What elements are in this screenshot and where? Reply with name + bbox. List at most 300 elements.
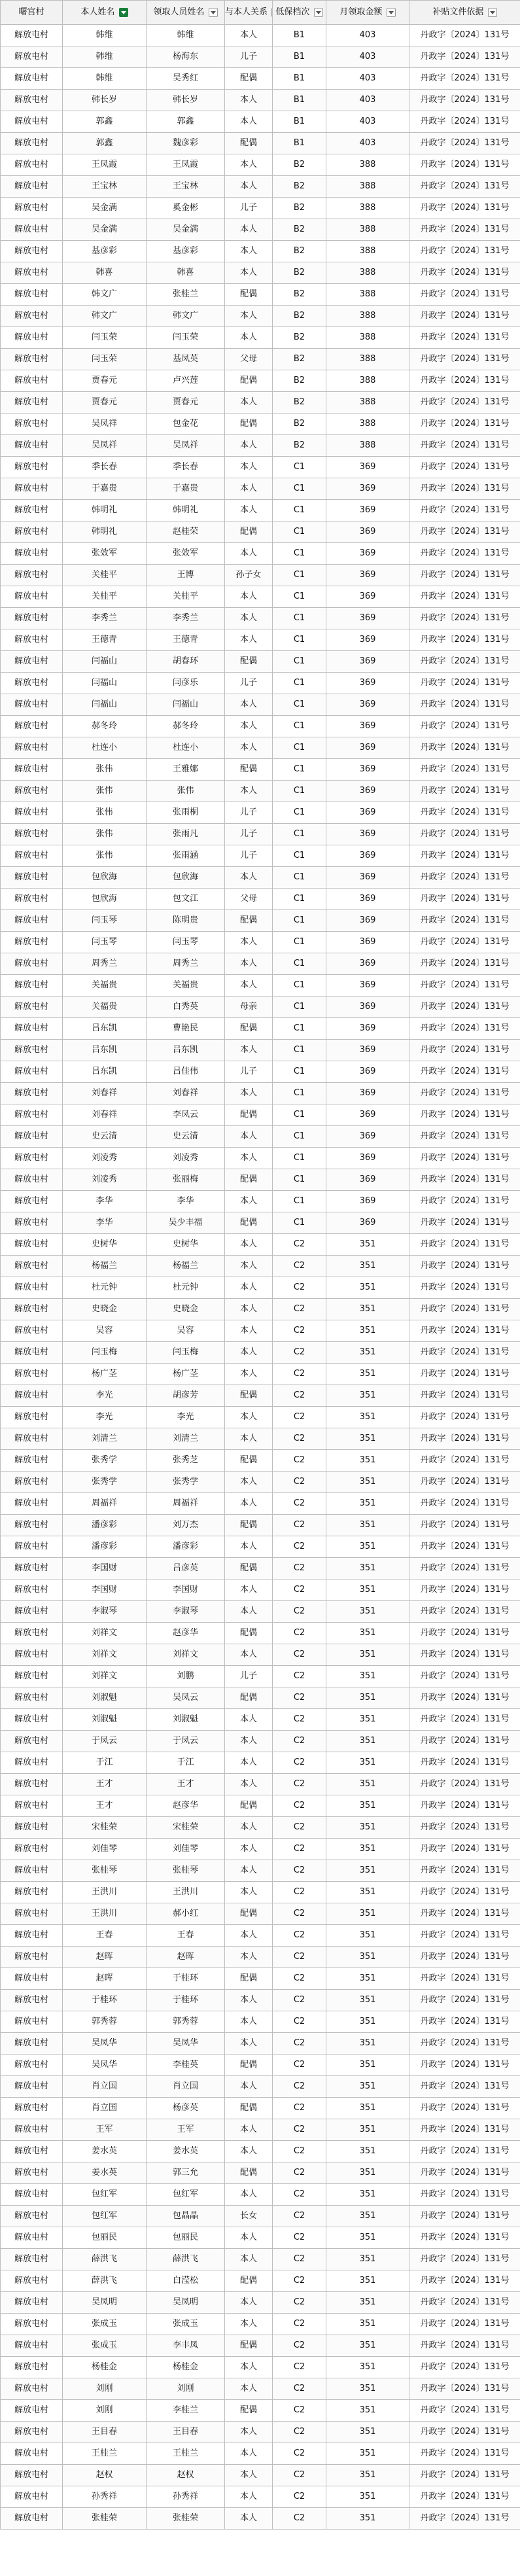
- doc-cell[interactable]: 丹政字〔2024〕131号: [409, 651, 520, 673]
- table-row[interactable]: [1, 1709, 520, 1731]
- doc-cell[interactable]: 丹政字〔2024〕131号: [409, 1774, 520, 1795]
- relation-cell[interactable]: 配偶: [225, 68, 273, 90]
- table-row[interactable]: [1, 1558, 520, 1579]
- table-row[interactable]: [1, 1083, 520, 1104]
- doc-cell[interactable]: 丹政字〔2024〕131号: [409, 1148, 520, 1169]
- doc-cell[interactable]: 丹政字〔2024〕131号: [409, 1968, 520, 1990]
- village-cell[interactable]: 解放屯村: [1, 1256, 63, 1277]
- doc-cell[interactable]: 丹政字〔2024〕131号: [409, 1212, 520, 1234]
- recipient-cell[interactable]: 张成玉: [147, 2314, 225, 2335]
- level-cell[interactable]: B1: [273, 133, 326, 154]
- table-row[interactable]: [1, 327, 520, 349]
- relation-cell[interactable]: 本人: [225, 1299, 273, 1320]
- level-cell[interactable]: C2: [273, 1320, 326, 1342]
- table-row[interactable]: [1, 90, 520, 111]
- level-cell[interactable]: B2: [273, 262, 326, 284]
- relation-cell[interactable]: 父母: [225, 349, 273, 370]
- village-cell[interactable]: 解放屯村: [1, 694, 63, 716]
- amount-cell[interactable]: 369: [326, 932, 409, 953]
- name-cell[interactable]: 杜连小: [63, 737, 147, 759]
- village-cell[interactable]: 解放屯村: [1, 154, 63, 176]
- amount-cell[interactable]: 369: [326, 629, 409, 651]
- village-cell[interactable]: 解放屯村: [1, 1795, 63, 1817]
- amount-cell[interactable]: 351: [326, 2465, 409, 2486]
- recipient-cell[interactable]: 孙秀祥: [147, 2486, 225, 2508]
- doc-cell[interactable]: 丹政字〔2024〕131号: [409, 219, 520, 241]
- table-row[interactable]: [1, 2314, 520, 2335]
- amount-cell[interactable]: 351: [326, 2508, 409, 2530]
- doc-cell[interactable]: 丹政字〔2024〕131号: [409, 824, 520, 845]
- village-cell[interactable]: 解放屯村: [1, 2292, 63, 2314]
- relation-cell[interactable]: 本人: [225, 306, 273, 327]
- level-cell[interactable]: C2: [273, 1990, 326, 2011]
- relation-cell[interactable]: 配偶: [225, 284, 273, 306]
- village-cell[interactable]: 解放屯村: [1, 1925, 63, 1947]
- relation-cell[interactable]: 本人: [225, 1148, 273, 1169]
- amount-cell[interactable]: 351: [326, 2098, 409, 2119]
- name-cell[interactable]: 闫福山: [63, 651, 147, 673]
- doc-cell[interactable]: 丹政字〔2024〕131号: [409, 2249, 520, 2270]
- recipient-cell[interactable]: 赵晖: [147, 1947, 225, 1968]
- doc-cell[interactable]: 丹政字〔2024〕131号: [409, 414, 520, 435]
- recipient-cell[interactable]: 刘刚: [147, 2378, 225, 2400]
- level-cell[interactable]: C1: [273, 781, 326, 802]
- amount-cell[interactable]: 351: [326, 1925, 409, 1947]
- level-cell[interactable]: C2: [273, 2465, 326, 2486]
- amount-cell[interactable]: 403: [326, 111, 409, 133]
- table-row[interactable]: [1, 1990, 520, 2011]
- name-cell[interactable]: 周秀兰: [63, 953, 147, 975]
- amount-cell[interactable]: 351: [326, 1601, 409, 1623]
- level-cell[interactable]: C2: [273, 2378, 326, 2400]
- village-cell[interactable]: 解放屯村: [1, 2508, 63, 2530]
- doc-cell[interactable]: 丹政字〔2024〕131号: [409, 1320, 520, 1342]
- amount-cell[interactable]: 369: [326, 608, 409, 629]
- table-row[interactable]: [1, 521, 520, 543]
- name-cell[interactable]: 刘淑魁: [63, 1709, 147, 1731]
- table-row[interactable]: [1, 1731, 520, 1752]
- table-row[interactable]: [1, 1407, 520, 1428]
- recipient-cell[interactable]: 肖立国: [147, 2076, 225, 2098]
- village-cell[interactable]: 解放屯村: [1, 111, 63, 133]
- village-cell[interactable]: 解放屯村: [1, 284, 63, 306]
- doc-cell[interactable]: 丹政字〔2024〕131号: [409, 1450, 520, 1472]
- table-row[interactable]: [1, 716, 520, 737]
- level-cell[interactable]: C2: [273, 2206, 326, 2227]
- doc-cell[interactable]: 丹政字〔2024〕131号: [409, 25, 520, 46]
- relation-cell[interactable]: 配偶: [225, 651, 273, 673]
- level-cell[interactable]: C2: [273, 2443, 326, 2465]
- recipient-cell[interactable]: 张秀芝: [147, 1450, 225, 1472]
- level-cell[interactable]: B1: [273, 46, 326, 68]
- amount-cell[interactable]: 351: [326, 1342, 409, 1364]
- doc-cell[interactable]: 丹政字〔2024〕131号: [409, 2119, 520, 2141]
- table-row[interactable]: [1, 1450, 520, 1472]
- level-cell[interactable]: C2: [273, 2335, 326, 2357]
- relation-cell[interactable]: 儿子: [225, 802, 273, 824]
- doc-cell[interactable]: 丹政字〔2024〕131号: [409, 2270, 520, 2292]
- name-cell[interactable]: 刘春祥: [63, 1083, 147, 1104]
- recipient-cell[interactable]: 吴凤明: [147, 2292, 225, 2314]
- amount-cell[interactable]: 388: [326, 414, 409, 435]
- relation-cell[interactable]: 本人: [225, 25, 273, 46]
- name-cell[interactable]: 吕东凯: [63, 1018, 147, 1040]
- recipient-cell[interactable]: 贾春元: [147, 392, 225, 414]
- village-cell[interactable]: 解放屯村: [1, 198, 63, 219]
- recipient-cell[interactable]: 关福贵: [147, 975, 225, 997]
- amount-cell[interactable]: 351: [326, 2141, 409, 2162]
- amount-cell[interactable]: 351: [326, 2378, 409, 2400]
- table-row[interactable]: [1, 154, 520, 176]
- village-cell[interactable]: 解放屯村: [1, 781, 63, 802]
- village-cell[interactable]: 解放屯村: [1, 845, 63, 867]
- relation-cell[interactable]: 本人: [225, 111, 273, 133]
- doc-cell[interactable]: 丹政字〔2024〕131号: [409, 284, 520, 306]
- level-cell[interactable]: C1: [273, 1083, 326, 1104]
- recipient-cell[interactable]: 郭鑫: [147, 111, 225, 133]
- recipient-cell[interactable]: 张桂琴: [147, 1860, 225, 1882]
- recipient-cell[interactable]: 赵彦华: [147, 1795, 225, 1817]
- level-cell[interactable]: C2: [273, 2249, 326, 2270]
- recipient-cell[interactable]: 陈明贵: [147, 910, 225, 932]
- level-cell[interactable]: C2: [273, 2357, 326, 2378]
- doc-cell[interactable]: 丹政字〔2024〕131号: [409, 111, 520, 133]
- table-row[interactable]: [1, 2141, 520, 2162]
- relation-cell[interactable]: 配偶: [225, 1104, 273, 1126]
- doc-cell[interactable]: 丹政字〔2024〕131号: [409, 2227, 520, 2249]
- recipient-cell[interactable]: 赵桂荣: [147, 521, 225, 543]
- name-cell[interactable]: 李光: [63, 1385, 147, 1407]
- relation-cell[interactable]: 本人: [225, 2486, 273, 2508]
- table-row[interactable]: [1, 198, 520, 219]
- recipient-cell[interactable]: 张雨凡: [147, 824, 225, 845]
- village-cell[interactable]: 解放屯村: [1, 306, 63, 327]
- name-cell[interactable]: 包丽民: [63, 2227, 147, 2249]
- village-cell[interactable]: 解放屯村: [1, 1450, 63, 1472]
- table-row[interactable]: [1, 349, 520, 370]
- level-cell[interactable]: C2: [273, 1277, 326, 1299]
- village-cell[interactable]: 解放屯村: [1, 2422, 63, 2443]
- recipient-cell[interactable]: 于江: [147, 1752, 225, 1774]
- relation-cell[interactable]: 配偶: [225, 1515, 273, 1536]
- level-cell[interactable]: C1: [273, 457, 326, 478]
- relation-cell[interactable]: 本人: [225, 1752, 273, 1774]
- name-cell[interactable]: 季长春: [63, 457, 147, 478]
- level-cell[interactable]: C2: [273, 1385, 326, 1407]
- doc-cell[interactable]: 丹政字〔2024〕131号: [409, 90, 520, 111]
- name-cell[interactable]: 张成玉: [63, 2335, 147, 2357]
- relation-cell[interactable]: 本人: [225, 1579, 273, 1601]
- recipient-cell[interactable]: 吴凤祥: [147, 435, 225, 457]
- doc-cell[interactable]: 丹政字〔2024〕131号: [409, 2033, 520, 2055]
- village-cell[interactable]: 解放屯村: [1, 1320, 63, 1342]
- relation-cell[interactable]: 本人: [225, 327, 273, 349]
- level-cell[interactable]: C1: [273, 1169, 326, 1191]
- relation-cell[interactable]: 本人: [225, 1256, 273, 1277]
- name-cell[interactable]: 于嘉贵: [63, 478, 147, 500]
- relation-cell[interactable]: 本人: [225, 1083, 273, 1104]
- level-cell[interactable]: C2: [273, 2141, 326, 2162]
- village-cell[interactable]: 解放屯村: [1, 975, 63, 997]
- name-cell[interactable]: 韩明礼: [63, 500, 147, 521]
- relation-cell[interactable]: 本人: [225, 2011, 273, 2033]
- name-cell[interactable]: 李华: [63, 1191, 147, 1212]
- village-cell[interactable]: 解放屯村: [1, 1968, 63, 1990]
- doc-cell[interactable]: 丹政字〔2024〕131号: [409, 2162, 520, 2184]
- village-cell[interactable]: 解放屯村: [1, 2162, 63, 2184]
- recipient-cell[interactable]: 刘清兰: [147, 1428, 225, 1450]
- village-cell[interactable]: 解放屯村: [1, 1731, 63, 1752]
- table-row[interactable]: [1, 2292, 520, 2314]
- doc-cell[interactable]: 丹政字〔2024〕131号: [409, 716, 520, 737]
- village-cell[interactable]: 解放屯村: [1, 651, 63, 673]
- amount-cell[interactable]: 369: [326, 1104, 409, 1126]
- relation-cell[interactable]: 本人: [225, 2141, 273, 2162]
- relation-cell[interactable]: 本人: [225, 2076, 273, 2098]
- name-cell[interactable]: 孙秀祥: [63, 2486, 147, 2508]
- village-cell[interactable]: 解放屯村: [1, 2011, 63, 2033]
- name-cell[interactable]: 包红军: [63, 2206, 147, 2227]
- amount-cell[interactable]: 369: [326, 1212, 409, 1234]
- table-row[interactable]: [1, 262, 520, 284]
- recipient-cell[interactable]: 王凤霞: [147, 154, 225, 176]
- level-cell[interactable]: C2: [273, 2292, 326, 2314]
- amount-cell[interactable]: 351: [326, 1795, 409, 1817]
- table-row[interactable]: [1, 1817, 520, 1839]
- table-row[interactable]: [1, 1342, 520, 1364]
- table-row[interactable]: [1, 845, 520, 867]
- level-cell[interactable]: C2: [273, 1558, 326, 1579]
- village-cell[interactable]: 解放屯村: [1, 1536, 63, 1558]
- amount-cell[interactable]: 351: [326, 1817, 409, 1839]
- amount-cell[interactable]: 351: [326, 2227, 409, 2249]
- amount-cell[interactable]: 403: [326, 90, 409, 111]
- village-cell[interactable]: 解放屯村: [1, 2227, 63, 2249]
- recipient-cell[interactable]: 杨福兰: [147, 1256, 225, 1277]
- doc-cell[interactable]: 丹政字〔2024〕131号: [409, 1234, 520, 1256]
- recipient-cell[interactable]: 李秀兰: [147, 608, 225, 629]
- name-cell[interactable]: 王德青: [63, 629, 147, 651]
- table-row[interactable]: [1, 1839, 520, 1860]
- relation-cell[interactable]: 儿子: [225, 1666, 273, 1687]
- recipient-cell[interactable]: 闫玉琴: [147, 932, 225, 953]
- level-cell[interactable]: C1: [273, 845, 326, 867]
- recipient-cell[interactable]: 张桂兰: [147, 284, 225, 306]
- relation-cell[interactable]: 本人: [225, 241, 273, 262]
- doc-cell[interactable]: 丹政字〔2024〕131号: [409, 2378, 520, 2400]
- table-row[interactable]: [1, 737, 520, 759]
- recipient-cell[interactable]: 张丽梅: [147, 1169, 225, 1191]
- amount-cell[interactable]: 351: [326, 1364, 409, 1385]
- level-cell[interactable]: B2: [273, 327, 326, 349]
- recipient-cell[interactable]: 史晓金: [147, 1299, 225, 1320]
- name-cell[interactable]: 王才: [63, 1774, 147, 1795]
- village-cell[interactable]: 解放屯村: [1, 25, 63, 46]
- level-cell[interactable]: C1: [273, 694, 326, 716]
- table-row[interactable]: [1, 1795, 520, 1817]
- relation-cell[interactable]: 配偶: [225, 1623, 273, 1644]
- amount-cell[interactable]: 351: [326, 1579, 409, 1601]
- relation-cell[interactable]: 配偶: [225, 2335, 273, 2357]
- table-row[interactable]: [1, 2227, 520, 2249]
- level-cell[interactable]: B2: [273, 176, 326, 198]
- level-cell[interactable]: C1: [273, 997, 326, 1018]
- amount-cell[interactable]: 351: [326, 1990, 409, 2011]
- relation-cell[interactable]: 本人: [225, 1925, 273, 1947]
- village-cell[interactable]: 解放屯村: [1, 1817, 63, 1839]
- village-cell[interactable]: 解放屯村: [1, 219, 63, 241]
- relation-cell[interactable]: 本人: [225, 586, 273, 608]
- level-cell[interactable]: C2: [273, 1601, 326, 1623]
- village-cell[interactable]: 解放屯村: [1, 1709, 63, 1731]
- village-cell[interactable]: 解放屯村: [1, 1493, 63, 1515]
- village-cell[interactable]: 解放屯村: [1, 1903, 63, 1925]
- name-cell[interactable]: 赵晖: [63, 1968, 147, 1990]
- doc-cell[interactable]: 丹政字〔2024〕131号: [409, 2314, 520, 2335]
- level-cell[interactable]: C1: [273, 716, 326, 737]
- level-cell[interactable]: C1: [273, 932, 326, 953]
- table-row[interactable]: [1, 1882, 520, 1903]
- recipient-cell[interactable]: 张秀学: [147, 1472, 225, 1493]
- table-row[interactable]: [1, 2055, 520, 2076]
- recipient-cell[interactable]: 季长春: [147, 457, 225, 478]
- level-cell[interactable]: C2: [273, 1795, 326, 1817]
- relation-cell[interactable]: 本人: [225, 1320, 273, 1342]
- recipient-cell[interactable]: 史云清: [147, 1126, 225, 1148]
- recipient-cell[interactable]: 王博: [147, 565, 225, 586]
- name-cell[interactable]: 包欣海: [63, 867, 147, 889]
- doc-cell[interactable]: 丹政字〔2024〕131号: [409, 1472, 520, 1493]
- amount-cell[interactable]: 351: [326, 2055, 409, 2076]
- recipient-cell[interactable]: 韩文广: [147, 306, 225, 327]
- recipient-cell[interactable]: 郭三允: [147, 2162, 225, 2184]
- amount-cell[interactable]: 369: [326, 781, 409, 802]
- relation-cell[interactable]: 本人: [225, 1839, 273, 1860]
- level-cell[interactable]: C2: [273, 1860, 326, 1882]
- amount-cell[interactable]: 388: [326, 327, 409, 349]
- village-cell[interactable]: 解放屯村: [1, 2465, 63, 2486]
- recipient-cell[interactable]: 关桂平: [147, 586, 225, 608]
- recipient-cell[interactable]: 包欣海: [147, 867, 225, 889]
- relation-cell[interactable]: 本人: [225, 781, 273, 802]
- village-cell[interactable]: 解放屯村: [1, 1860, 63, 1882]
- table-row[interactable]: [1, 1061, 520, 1083]
- doc-cell[interactable]: 丹政字〔2024〕131号: [409, 1493, 520, 1515]
- relation-cell[interactable]: 本人: [225, 1428, 273, 1450]
- relation-cell[interactable]: 孙子女: [225, 565, 273, 586]
- level-cell[interactable]: C2: [273, 1947, 326, 1968]
- table-row[interactable]: [1, 1666, 520, 1687]
- relation-cell[interactable]: 本人: [225, 457, 273, 478]
- relation-cell[interactable]: 儿子: [225, 673, 273, 694]
- amount-cell[interactable]: 351: [326, 2076, 409, 2098]
- table-row[interactable]: [1, 2206, 520, 2227]
- doc-cell[interactable]: 丹政字〔2024〕131号: [409, 1601, 520, 1623]
- relation-cell[interactable]: 本人: [225, 1990, 273, 2011]
- name-cell[interactable]: 张伟: [63, 802, 147, 824]
- table-row[interactable]: [1, 1903, 520, 1925]
- recipient-cell[interactable]: 韩明礼: [147, 500, 225, 521]
- relation-cell[interactable]: 配偶: [225, 2400, 273, 2422]
- recipient-cell[interactable]: 刘淑魁: [147, 1709, 225, 1731]
- table-row[interactable]: [1, 1277, 520, 1299]
- level-cell[interactable]: C1: [273, 543, 326, 565]
- table-row[interactable]: [1, 392, 520, 414]
- relation-cell[interactable]: 本人: [225, 1342, 273, 1364]
- doc-cell[interactable]: 丹政字〔2024〕131号: [409, 802, 520, 824]
- level-cell[interactable]: C2: [273, 2508, 326, 2530]
- name-cell[interactable]: 杨福兰: [63, 1256, 147, 1277]
- table-row[interactable]: [1, 1493, 520, 1515]
- relation-cell[interactable]: 配偶: [225, 1450, 273, 1472]
- level-cell[interactable]: C2: [273, 2098, 326, 2119]
- relation-cell[interactable]: 父母: [225, 889, 273, 910]
- doc-cell[interactable]: 丹政字〔2024〕131号: [409, 2443, 520, 2465]
- amount-cell[interactable]: 369: [326, 1126, 409, 1148]
- table-row[interactable]: [1, 2357, 520, 2378]
- name-cell[interactable]: 潘彦彩: [63, 1536, 147, 1558]
- recipient-cell[interactable]: 曹艳民: [147, 1018, 225, 1040]
- amount-cell[interactable]: 351: [326, 2400, 409, 2422]
- name-cell[interactable]: 韩喜: [63, 262, 147, 284]
- relation-cell[interactable]: 本人: [225, 1234, 273, 1256]
- amount-cell[interactable]: 351: [326, 2249, 409, 2270]
- amount-cell[interactable]: 351: [326, 2162, 409, 2184]
- recipient-cell[interactable]: 潘彦彩: [147, 1536, 225, 1558]
- name-cell[interactable]: 吴凤华: [63, 2033, 147, 2055]
- recipient-cell[interactable]: 李凤云: [147, 1104, 225, 1126]
- header-name[interactable]: [63, 1, 147, 25]
- name-cell[interactable]: 王春: [63, 1925, 147, 1947]
- amount-cell[interactable]: 369: [326, 716, 409, 737]
- doc-cell[interactable]: 丹政字〔2024〕131号: [409, 370, 520, 392]
- level-cell[interactable]: C2: [273, 2227, 326, 2249]
- recipient-cell[interactable]: 李淑琴: [147, 1601, 225, 1623]
- village-cell[interactable]: 解放屯村: [1, 1947, 63, 1968]
- name-cell[interactable]: 张伟: [63, 824, 147, 845]
- amount-cell[interactable]: 388: [326, 370, 409, 392]
- name-cell[interactable]: 王凤霞: [63, 154, 147, 176]
- amount-cell[interactable]: 403: [326, 46, 409, 68]
- level-cell[interactable]: B2: [273, 349, 326, 370]
- relation-cell[interactable]: 本人: [225, 1601, 273, 1623]
- village-cell[interactable]: 解放屯村: [1, 2314, 63, 2335]
- doc-cell[interactable]: 丹政字〔2024〕131号: [409, 68, 520, 90]
- name-cell[interactable]: 张桂琴: [63, 1860, 147, 1882]
- village-cell[interactable]: 解放屯村: [1, 910, 63, 932]
- level-cell[interactable]: C1: [273, 478, 326, 500]
- level-cell[interactable]: C2: [273, 1687, 326, 1709]
- name-cell[interactable]: 闫玉荣: [63, 327, 147, 349]
- amount-cell[interactable]: 351: [326, 1385, 409, 1407]
- level-cell[interactable]: B1: [273, 25, 326, 46]
- name-cell[interactable]: 吕东凯: [63, 1040, 147, 1061]
- level-cell[interactable]: C1: [273, 1104, 326, 1126]
- table-row[interactable]: [1, 2184, 520, 2206]
- recipient-cell[interactable]: 张伟: [147, 781, 225, 802]
- doc-cell[interactable]: 丹政字〔2024〕131号: [409, 694, 520, 716]
- amount-cell[interactable]: 369: [326, 953, 409, 975]
- amount-cell[interactable]: 369: [326, 565, 409, 586]
- name-cell[interactable]: 吴金满: [63, 198, 147, 219]
- name-cell[interactable]: 韩文广: [63, 306, 147, 327]
- recipient-cell[interactable]: 于凤云: [147, 1731, 225, 1752]
- table-row[interactable]: [1, 2076, 520, 2098]
- name-cell[interactable]: 郭秀蓉: [63, 2011, 147, 2033]
- amount-cell[interactable]: 388: [326, 284, 409, 306]
- doc-cell[interactable]: 丹政字〔2024〕131号: [409, 2400, 520, 2422]
- relation-cell[interactable]: 配偶: [225, 2270, 273, 2292]
